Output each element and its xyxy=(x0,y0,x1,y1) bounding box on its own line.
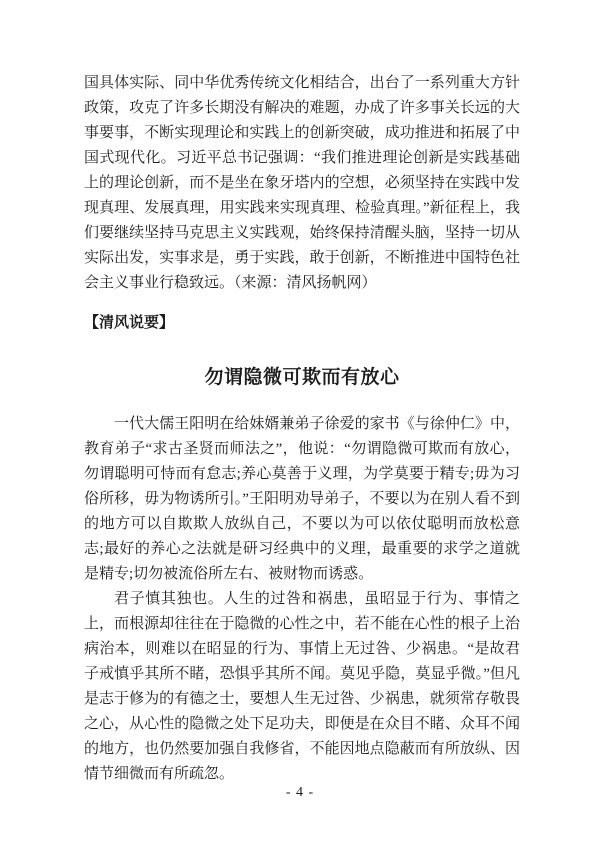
article-title: 勿谓隐微可欺而有放心 xyxy=(204,367,400,388)
article-paragraph-2: 君子慎其独也。人生的过咎和祸患，虽昭显于行为、事情之上，而根源却往往在于隐微的心性之中，若不能在心性的根子上治病治本，则难以在昭显的行为、事情上无过咎、少祸患。“是故君子戒慎乎其所不睹，恐惧乎其所不闻。莫见乎隐，莫显乎微。”但凡是志于修为的有德之士，要想人生无过咎、少祸患，就须常存敬畏之心，从心性的隐微之处下足功夫，即便是在众目不睹、众耳不闻的地方，也仍然要加强自我修省，不能因地点隐蔽而有所放纵、因情节细微而有所疏忽。 xyxy=(84,591,520,782)
section-header: 【清风说要】 xyxy=(84,315,175,331)
page-number: - 4 - xyxy=(285,785,315,800)
document-content xyxy=(84,71,520,787)
paragraph-continuation: 国具体实际、同中华优秀传统文化相结合，出台了一系列重大方针政策，攻克了许多长期没有解决的难题，办成了许多事关长远的大事要事，不断实现理论和实践上的创新突破，成功推进和拓展了中国式现代化。习近平总书记强调：“我们推进理论创新是实践基础上的理论创新，而不是坐在象牙塔内的空想，必须坚持在实践中发现真理、发展真理，用实践来实现真理、检验真理。”新征程上，我们要继续坚持马克思主义实践观，始终保持清醒头脑，坚持一切从实际出发，实事求是，勇于实践，敢于创新，不断推进中国特色社会主义事业行稳致远。（来源：清风扬帆网） xyxy=(84,75,520,291)
article-paragraph-1: 一代大儒王阳明在给妹婿兼弟子徐爱的家书《与徐仲仁》中，教育弟子“求古圣贤而师法之”，他说：“勿谓隐微可欺而有放心，勿谓聪明可恃而有怠志;养心莫善于义理，为学莫要于精专;毋为习俗所移，毋为物诱所引。”王阳明劝导弟子，不要以为在别人看不到的地方可以自欺欺人放纵自己，不要以为可以依仗聪明而放松意志;最好的养心之法就是研习经典中的义理，最重要的求学之道就是精专;切勿被流俗所左右、被财物而诱惑。 xyxy=(84,416,520,582)
